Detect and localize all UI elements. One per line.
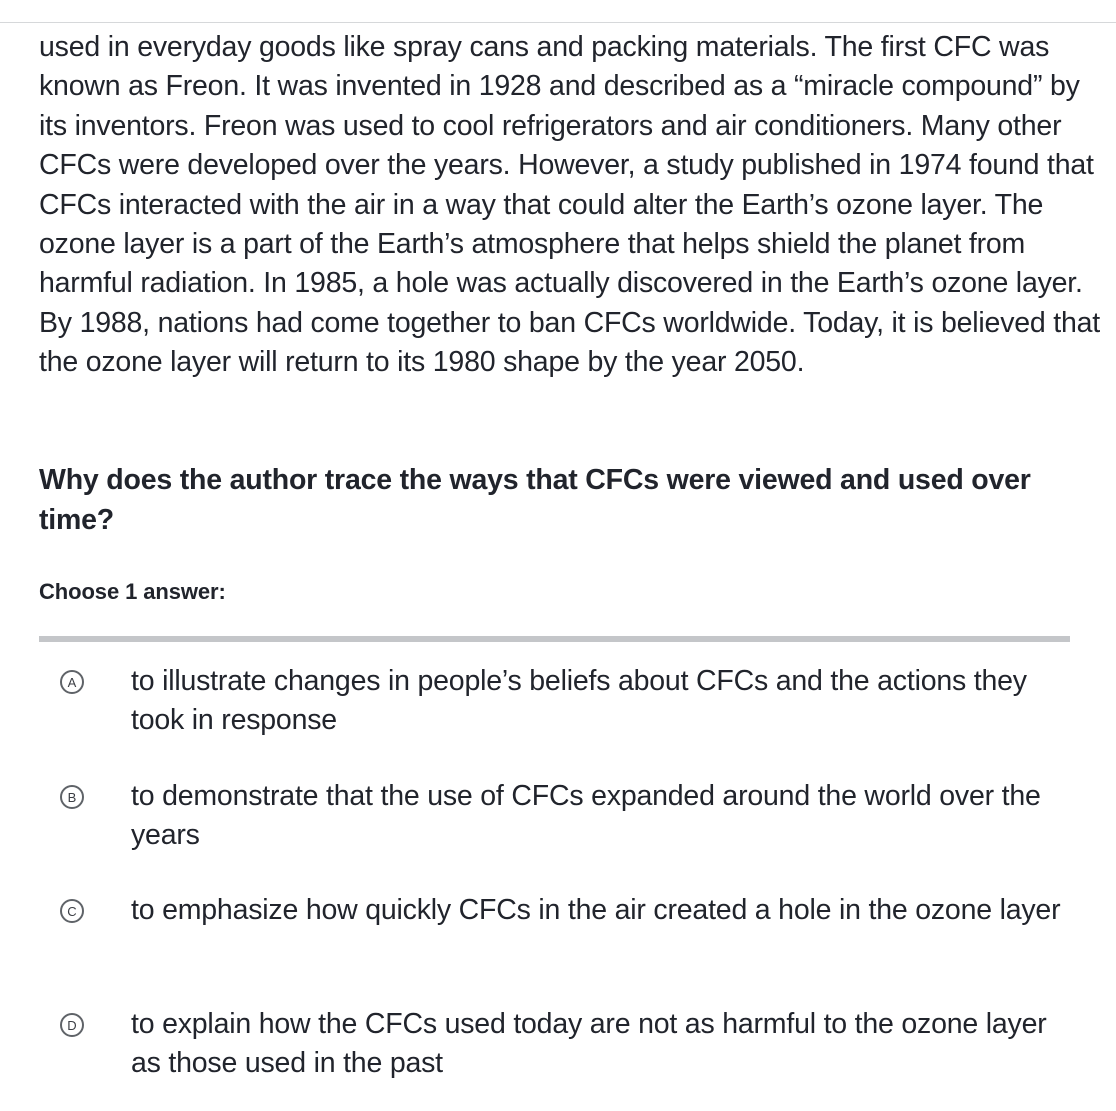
choice-a[interactable] xyxy=(60,662,1070,740)
choose-answer-label: Choose 1 answer: xyxy=(39,579,226,604)
top-divider xyxy=(0,22,1116,23)
choice-c[interactable] xyxy=(60,891,1070,930)
choice-d-radio[interactable]: D xyxy=(60,1013,84,1037)
choice-d-text[interactable]: to explain how the CFCs used today are not as harmful to the ozone layer as those used in the past xyxy=(131,1008,1047,1079)
choice-a-text[interactable]: to illustrate changes in people’s beliefs about CFCs and the actions they took in response xyxy=(131,665,1027,736)
choice-b-text[interactable]: to demonstrate that the use of CFCs expanded around the world over the years xyxy=(131,780,1041,851)
choices-divider xyxy=(39,636,1070,642)
choice-d[interactable] xyxy=(60,1005,1070,1083)
choice-b-radio[interactable]: B xyxy=(60,785,84,809)
choice-c-text[interactable]: to emphasize how quickly CFCs in the air created a hole in the ozone layer xyxy=(131,894,1061,926)
choice-b[interactable] xyxy=(60,777,1070,855)
question-prompt: Why does the author trace the ways that CFCs were viewed and used over time? xyxy=(39,464,1031,536)
passage-text: used in everyday goods like spray cans and packing materials. The first CFC was known as Freon. It was invented in 1928 and described as a “miracle compound” by its inventors. Freon was used to cool refrigerators and air conditioners. Many other CFCs were developed over the years. However, a study published in 1974 found that CFCs interacted with the air in a way that could alter the Earth’s ozone layer. The ozone layer is a part of the Earth’s atmosphere that helps shield the planet from harmful radiation. In 1985, a hole was actually discovered in the Earth’s ozone layer. By 1988, nations had come together to ban CFCs worldwide. Today, it is believed that the ozone layer will return to its 1980 shape by the year 2050. xyxy=(39,31,1101,379)
choice-a-radio[interactable]: A xyxy=(60,670,84,694)
choice-c-radio[interactable]: C xyxy=(60,899,84,923)
